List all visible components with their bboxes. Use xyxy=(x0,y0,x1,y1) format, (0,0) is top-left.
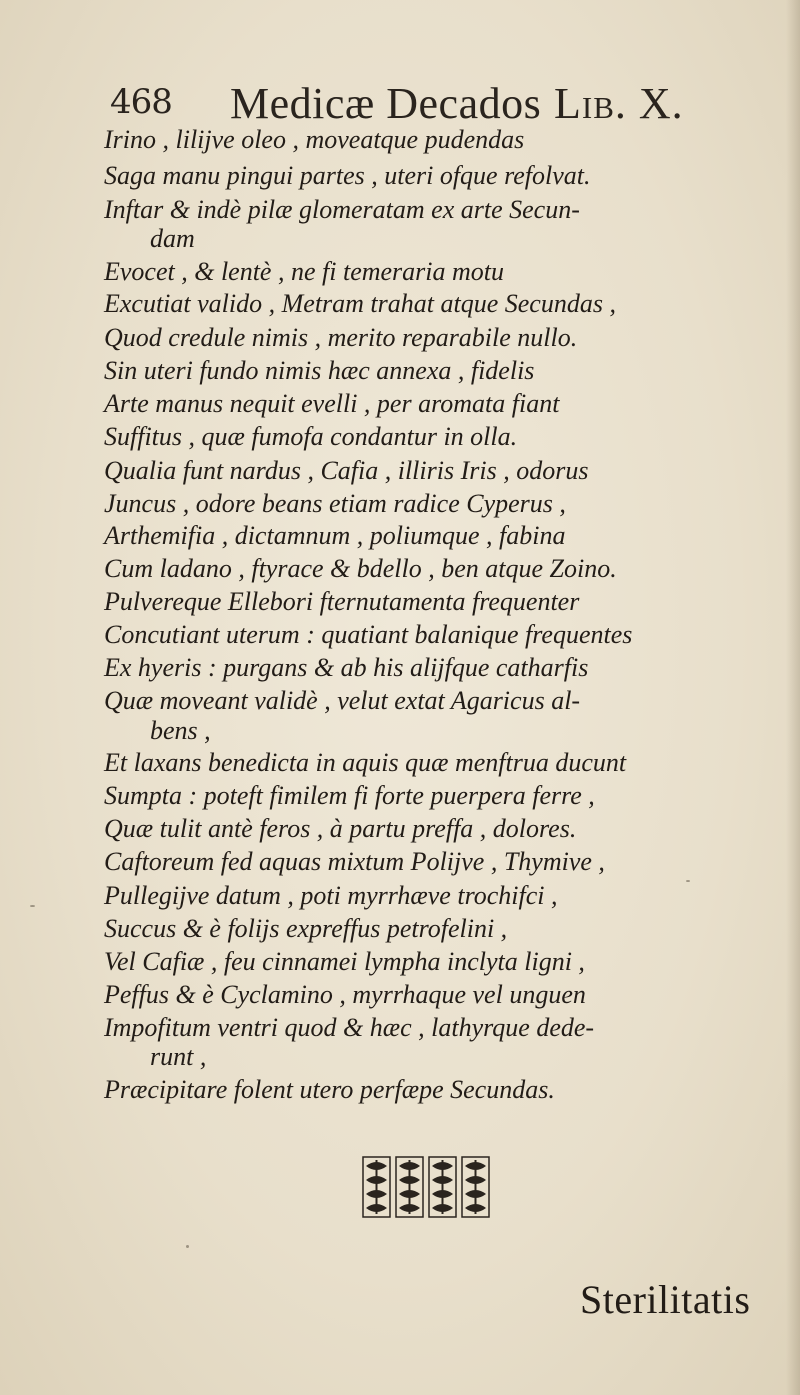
verse-line: Sin uteri fundo nimis hæc annexa , fidelis xyxy=(104,356,535,385)
fleuron-icon xyxy=(362,1156,391,1218)
paper-speck xyxy=(30,905,35,907)
verse-line: bens , xyxy=(150,716,211,745)
verse-line: Pulvereque Ellebori fternutamenta frequenter xyxy=(104,587,580,616)
paper-speck xyxy=(686,880,690,882)
verse-line: Quæ tulit antè feros , à partu preffa , dolores. xyxy=(104,814,577,843)
verse-line: Arte manus nequit evelli , per aromata fiant xyxy=(104,389,560,418)
verse-line: Evocet , & lentè , ne fi temeraria motu xyxy=(104,257,505,286)
verse-line: Caftoreum fed aquas mixtum Polijve , Thymive , xyxy=(104,847,605,876)
running-head xyxy=(110,78,710,126)
fleuron-icon xyxy=(395,1156,424,1218)
verse-line: Impofitum ventri quod & hæc , lathyrque dede- xyxy=(104,1013,595,1042)
catchword: Sterilitatis xyxy=(580,1277,751,1322)
verse-line: Et laxans benedicta in aquis quæ menftrua ducunt xyxy=(104,748,627,777)
verse-line: dam xyxy=(150,224,195,253)
verse-line: Præcipitare folent utero perfæpe Secundas. xyxy=(104,1075,555,1104)
verse-line: Quod credule nimis , merito reparabile nullo. xyxy=(104,323,578,352)
verse-line: Saga manu pingui partes , uteri ofque refolvat. xyxy=(104,161,591,190)
paper-speck xyxy=(186,1245,189,1248)
page-number: 468 xyxy=(110,82,172,122)
verse-line: Ex hyeris : purgans & ab his alijfque catharfis xyxy=(104,653,589,682)
book-reference: Lib. X. xyxy=(554,79,684,128)
verse-line: Arthemifia , dictamnum , poliumque , fabina xyxy=(104,521,566,550)
verse-line: Suffitus , quæ fumofa condantur in olla. xyxy=(104,422,518,451)
verse-line: Quæ moveant validè , velut extat Agaricus al- xyxy=(104,686,581,715)
verse-line: Qualia funt nardus , Cafia , illiris Iris , odorus xyxy=(104,456,589,485)
verse-line: Concutiant uterum : quatiant balanique frequentes xyxy=(104,620,633,649)
verse-line: Irino , lilijve oleo , moveatque pudendas xyxy=(104,125,525,154)
fleuron-icon xyxy=(461,1156,490,1218)
fleuron-icon xyxy=(428,1156,457,1218)
verse-line: Inftar & indè pilæ glomeratam ex arte Secun- xyxy=(104,195,580,224)
verse-line: Excutiat valido , Metram trahat atque Secundas , xyxy=(104,289,616,318)
verse-line: Cum ladano , ftyrace & bdello , ben atque Zoino. xyxy=(104,554,617,583)
verse-line: Pullegijve datum , poti myrrhæve trochifci , xyxy=(104,881,558,910)
verse-line: Juncus , odore beans etiam radice Cyperus , xyxy=(104,489,566,518)
verse-line: Peffus & è Cyclamino , myrrhaque vel unguen xyxy=(104,980,586,1009)
running-title: Medicæ Decados xyxy=(230,79,542,128)
verse-line: Sumpta : poteft fimilem fi forte puerpera ferre , xyxy=(104,781,595,810)
verse-line: Vel Cafiæ , feu cinnamei lympha inclyta ligni , xyxy=(104,947,585,976)
printers-ornament xyxy=(362,1156,490,1218)
verse-line: Succus & è folijs expreffus petrofelini , xyxy=(104,914,508,943)
verse-line: runt , xyxy=(150,1042,207,1071)
